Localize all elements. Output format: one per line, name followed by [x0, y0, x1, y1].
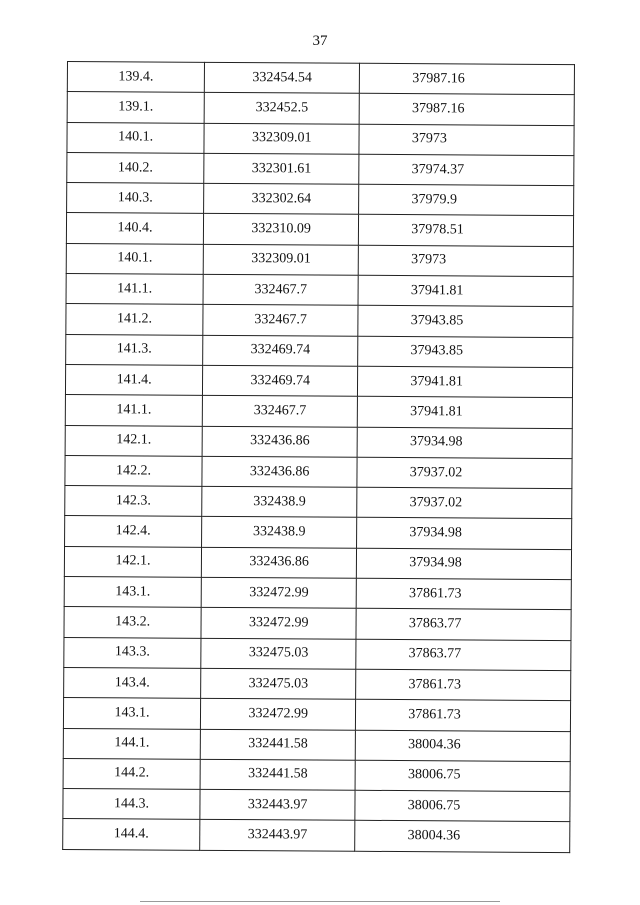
- y-coordinate-cell: 37863.77: [356, 609, 571, 641]
- point-number-cell: 141.3.: [66, 334, 203, 365]
- y-coordinate-cell: 37979.9: [359, 184, 574, 216]
- table-row: [66, 274, 573, 307]
- y-coordinate-cell: 37941.81: [358, 397, 573, 429]
- point-number-cell: 142.2.: [65, 455, 202, 486]
- x-coordinate-cell: 332469.74: [203, 365, 358, 396]
- table-row: [64, 577, 571, 610]
- point-number-cell: 143.2.: [64, 607, 201, 638]
- x-coordinate-cell: 332436.86: [201, 547, 356, 578]
- table-row: [66, 304, 573, 337]
- x-coordinate-cell: 332475.03: [201, 668, 356, 699]
- x-coordinate-cell: 332452.5: [204, 93, 359, 124]
- point-number-cell: 142.1.: [65, 425, 202, 456]
- coordinates-table-body: [63, 62, 575, 853]
- table-row: [64, 637, 571, 670]
- x-coordinate-cell: 332467.7: [203, 274, 358, 305]
- y-coordinate-cell: 37937.02: [357, 457, 572, 489]
- y-coordinate-cell: 37973: [359, 245, 574, 277]
- point-number-cell: 143.4.: [64, 667, 201, 698]
- point-number-cell: 144.2.: [63, 758, 200, 789]
- x-coordinate-cell: 332438.9: [202, 517, 357, 548]
- y-coordinate-cell: 38004.36: [356, 730, 571, 762]
- y-coordinate-cell: 38004.36: [355, 821, 570, 853]
- x-coordinate-cell: 332309.01: [204, 123, 359, 154]
- point-number-cell: 141.1.: [66, 274, 203, 305]
- point-number-cell: 139.4.: [67, 62, 204, 93]
- point-number-cell: 144.4.: [63, 819, 200, 850]
- x-coordinate-cell: 332475.03: [201, 638, 356, 669]
- x-coordinate-cell: 332472.99: [201, 699, 356, 730]
- table-row: [67, 62, 574, 95]
- table-row: [65, 395, 572, 428]
- x-coordinate-cell: 332301.61: [204, 153, 359, 184]
- x-coordinate-cell: 332472.99: [201, 608, 356, 639]
- table-row: [65, 455, 572, 488]
- point-number-cell: 141.4.: [65, 364, 202, 395]
- point-number-cell: 143.3.: [64, 637, 201, 668]
- table-row: [66, 334, 573, 367]
- x-coordinate-cell: 332441.58: [200, 729, 355, 760]
- y-coordinate-cell: 38006.75: [355, 760, 570, 792]
- y-coordinate-cell: 38006.75: [355, 790, 570, 822]
- table-row: [67, 92, 574, 125]
- table-row: [64, 546, 571, 579]
- x-coordinate-cell: 332436.86: [202, 456, 357, 487]
- y-coordinate-cell: 37937.02: [357, 487, 572, 519]
- x-coordinate-cell: 332438.9: [202, 486, 357, 517]
- x-coordinate-cell: 332436.86: [202, 426, 357, 457]
- y-coordinate-cell: 37861.73: [356, 578, 571, 610]
- x-coordinate-cell: 332302.64: [204, 184, 359, 215]
- point-number-cell: 141.1.: [65, 395, 202, 426]
- y-coordinate-cell: 37987.16: [360, 63, 575, 95]
- table-row: [66, 243, 573, 276]
- table-row: [64, 607, 571, 640]
- point-number-cell: 144.3.: [63, 789, 200, 820]
- y-coordinate-cell: 37943.85: [358, 306, 573, 338]
- x-coordinate-cell: 332472.99: [201, 577, 356, 608]
- table-row: [67, 122, 574, 155]
- table-row: [66, 213, 573, 246]
- table-row: [67, 183, 574, 216]
- y-coordinate-cell: 37934.98: [357, 427, 572, 459]
- y-coordinate-cell: 37987.16: [359, 94, 574, 126]
- point-number-cell: 143.1.: [63, 698, 200, 729]
- y-coordinate-cell: 37934.98: [357, 518, 572, 550]
- table-row: [63, 758, 570, 791]
- table-row: [65, 425, 572, 458]
- point-number-cell: 139.1.: [67, 92, 204, 123]
- table-row: [63, 789, 570, 822]
- point-number-cell: 140.1.: [67, 122, 204, 153]
- point-number-cell: 143.1.: [64, 577, 201, 608]
- point-number-cell: 141.2.: [66, 304, 203, 335]
- point-number-cell: 142.3.: [65, 486, 202, 517]
- table-row: [67, 152, 574, 185]
- point-number-cell: 140.3.: [67, 183, 204, 214]
- x-coordinate-cell: 332443.97: [200, 820, 355, 851]
- x-coordinate-cell: 332467.7: [203, 305, 358, 336]
- page-number: 37: [312, 33, 328, 49]
- x-coordinate-cell: 332443.97: [200, 789, 355, 820]
- table-row: [63, 819, 570, 852]
- table-row: [65, 486, 572, 519]
- point-number-cell: 140.4.: [66, 213, 203, 244]
- table-row: [65, 364, 572, 397]
- y-coordinate-cell: 37973: [359, 124, 574, 156]
- y-coordinate-cell: 37974.37: [359, 154, 574, 186]
- y-coordinate-cell: 37861.73: [356, 700, 571, 732]
- x-coordinate-cell: 332310.09: [203, 214, 358, 245]
- y-coordinate-cell: 37941.81: [358, 275, 573, 307]
- point-number-cell: 140.1.: [66, 243, 203, 274]
- point-number-cell: 144.1.: [63, 728, 200, 759]
- y-coordinate-cell: 37978.51: [359, 215, 574, 247]
- table-row: [64, 667, 571, 700]
- y-coordinate-cell: 37861.73: [356, 669, 571, 701]
- x-coordinate-cell: 332441.58: [200, 759, 355, 790]
- table-row: [65, 516, 572, 549]
- y-coordinate-cell: 37943.85: [358, 336, 573, 368]
- point-number-cell: 142.1.: [64, 546, 201, 577]
- y-coordinate-cell: 37863.77: [356, 639, 571, 671]
- x-coordinate-cell: 332309.01: [203, 244, 358, 275]
- x-coordinate-cell: 332454.54: [204, 62, 359, 93]
- y-coordinate-cell: 37934.98: [357, 548, 572, 580]
- table-row: [63, 698, 570, 731]
- table-row: [63, 728, 570, 761]
- scan-edge-line: [140, 901, 500, 902]
- x-coordinate-cell: 332467.7: [202, 396, 357, 427]
- point-number-cell: 142.4.: [65, 516, 202, 547]
- coordinates-table: [62, 61, 575, 853]
- y-coordinate-cell: 37941.81: [358, 366, 573, 398]
- point-number-cell: 140.2.: [67, 152, 204, 183]
- x-coordinate-cell: 332469.74: [203, 335, 358, 366]
